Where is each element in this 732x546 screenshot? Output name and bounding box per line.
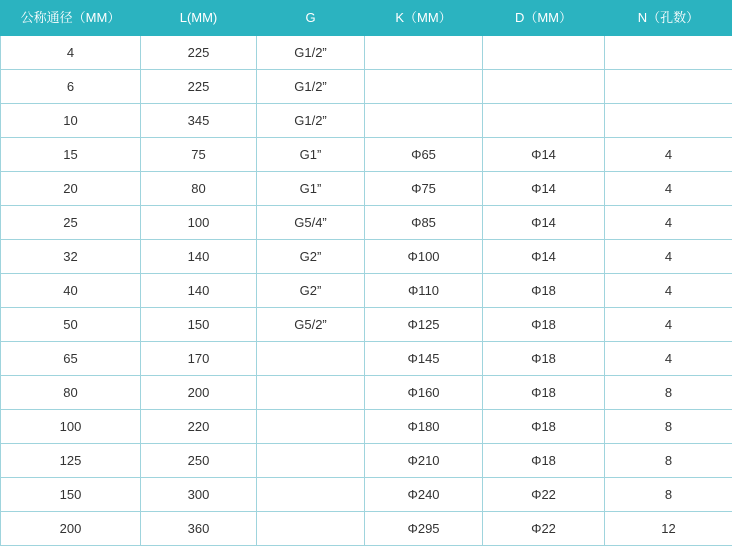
cell-nominal-diameter: 32 xyxy=(1,240,141,274)
cell-length: 300 xyxy=(141,478,257,512)
cell-length: 250 xyxy=(141,444,257,478)
cell-k: Φ85 xyxy=(365,206,483,240)
cell-nominal-diameter: 50 xyxy=(1,308,141,342)
cell-k: Φ295 xyxy=(365,512,483,546)
cell-k: Φ160 xyxy=(365,376,483,410)
table-row xyxy=(1,70,732,104)
cell-thread xyxy=(257,342,365,376)
cell-k xyxy=(365,70,483,104)
cell-d xyxy=(483,104,605,138)
cell-nominal-diameter: 80 xyxy=(1,376,141,410)
cell-nominal-diameter: 6 xyxy=(1,70,141,104)
cell-holes: 4 xyxy=(605,172,732,206)
cell-thread xyxy=(257,444,365,478)
cell-length: 150 xyxy=(141,308,257,342)
cell-holes: 12 xyxy=(605,512,732,546)
cell-thread: G1” xyxy=(257,172,365,206)
table-row xyxy=(1,240,732,274)
cell-d: Φ18 xyxy=(483,410,605,444)
cell-holes: 4 xyxy=(605,240,732,274)
cell-nominal-diameter: 65 xyxy=(1,342,141,376)
table-row xyxy=(1,138,732,172)
table-row xyxy=(1,308,732,342)
column-header-thread: G xyxy=(257,1,365,36)
cell-k: Φ65 xyxy=(365,138,483,172)
cell-holes: 4 xyxy=(605,342,732,376)
cell-nominal-diameter: 150 xyxy=(1,478,141,512)
cell-length: 200 xyxy=(141,376,257,410)
cell-holes xyxy=(605,104,732,138)
cell-d: Φ18 xyxy=(483,308,605,342)
cell-nominal-diameter: 200 xyxy=(1,512,141,546)
table-row xyxy=(1,410,732,444)
cell-k: Φ240 xyxy=(365,478,483,512)
cell-nominal-diameter: 15 xyxy=(1,138,141,172)
cell-holes: 4 xyxy=(605,274,732,308)
cell-holes: 8 xyxy=(605,410,732,444)
cell-thread: G5/4” xyxy=(257,206,365,240)
table-row xyxy=(1,478,732,512)
column-header-nominal-diameter: 公称通径（MM） xyxy=(1,1,141,36)
cell-thread: G2” xyxy=(257,274,365,308)
cell-thread: G1/2” xyxy=(257,70,365,104)
cell-length: 140 xyxy=(141,240,257,274)
cell-length: 220 xyxy=(141,410,257,444)
table-header-row xyxy=(1,1,732,36)
column-header-holes: N（孔数） xyxy=(605,1,732,36)
cell-d xyxy=(483,70,605,104)
cell-k xyxy=(365,36,483,70)
table-row xyxy=(1,104,732,138)
cell-d: Φ18 xyxy=(483,376,605,410)
cell-thread xyxy=(257,376,365,410)
table-row xyxy=(1,376,732,410)
cell-holes: 4 xyxy=(605,138,732,172)
cell-length: 225 xyxy=(141,36,257,70)
table-row xyxy=(1,172,732,206)
cell-thread: G1/2” xyxy=(257,104,365,138)
cell-nominal-diameter: 100 xyxy=(1,410,141,444)
cell-k: Φ125 xyxy=(365,308,483,342)
cell-d: Φ18 xyxy=(483,342,605,376)
cell-holes xyxy=(605,70,732,104)
cell-nominal-diameter: 25 xyxy=(1,206,141,240)
cell-length: 100 xyxy=(141,206,257,240)
cell-k: Φ180 xyxy=(365,410,483,444)
cell-d: Φ14 xyxy=(483,240,605,274)
cell-thread: G1/2” xyxy=(257,36,365,70)
cell-k: Φ110 xyxy=(365,274,483,308)
cell-length: 225 xyxy=(141,70,257,104)
cell-length: 345 xyxy=(141,104,257,138)
table-row xyxy=(1,274,732,308)
table-row xyxy=(1,342,732,376)
cell-length: 170 xyxy=(141,342,257,376)
table-row xyxy=(1,206,732,240)
cell-k: Φ210 xyxy=(365,444,483,478)
cell-nominal-diameter: 20 xyxy=(1,172,141,206)
cell-holes xyxy=(605,36,732,70)
cell-d: Φ14 xyxy=(483,206,605,240)
cell-length: 75 xyxy=(141,138,257,172)
cell-length: 80 xyxy=(141,172,257,206)
cell-nominal-diameter: 4 xyxy=(1,36,141,70)
column-header-length: L(MM) xyxy=(141,1,257,36)
cell-k: Φ100 xyxy=(365,240,483,274)
cell-holes: 4 xyxy=(605,206,732,240)
cell-nominal-diameter: 125 xyxy=(1,444,141,478)
cell-holes: 4 xyxy=(605,308,732,342)
table-row xyxy=(1,444,732,478)
cell-d: Φ22 xyxy=(483,512,605,546)
cell-k xyxy=(365,104,483,138)
cell-nominal-diameter: 10 xyxy=(1,104,141,138)
cell-thread: G1” xyxy=(257,138,365,172)
cell-holes: 8 xyxy=(605,444,732,478)
cell-thread: G2” xyxy=(257,240,365,274)
cell-nominal-diameter: 40 xyxy=(1,274,141,308)
cell-d: Φ18 xyxy=(483,274,605,308)
cell-k: Φ75 xyxy=(365,172,483,206)
cell-d: Φ18 xyxy=(483,444,605,478)
table-row xyxy=(1,512,732,546)
cell-d: Φ22 xyxy=(483,478,605,512)
cell-thread: G5/2” xyxy=(257,308,365,342)
cell-d xyxy=(483,36,605,70)
cell-d: Φ14 xyxy=(483,138,605,172)
cell-holes: 8 xyxy=(605,376,732,410)
cell-k: Φ145 xyxy=(365,342,483,376)
cell-length: 360 xyxy=(141,512,257,546)
column-header-k: K（MM） xyxy=(365,1,483,36)
table-body xyxy=(1,36,732,546)
cell-thread xyxy=(257,478,365,512)
column-header-d: D（MM） xyxy=(483,1,605,36)
cell-length: 140 xyxy=(141,274,257,308)
table-row xyxy=(1,36,732,70)
table-header xyxy=(1,1,732,36)
cell-thread xyxy=(257,512,365,546)
cell-d: Φ14 xyxy=(483,172,605,206)
cell-holes: 8 xyxy=(605,478,732,512)
cell-thread xyxy=(257,410,365,444)
